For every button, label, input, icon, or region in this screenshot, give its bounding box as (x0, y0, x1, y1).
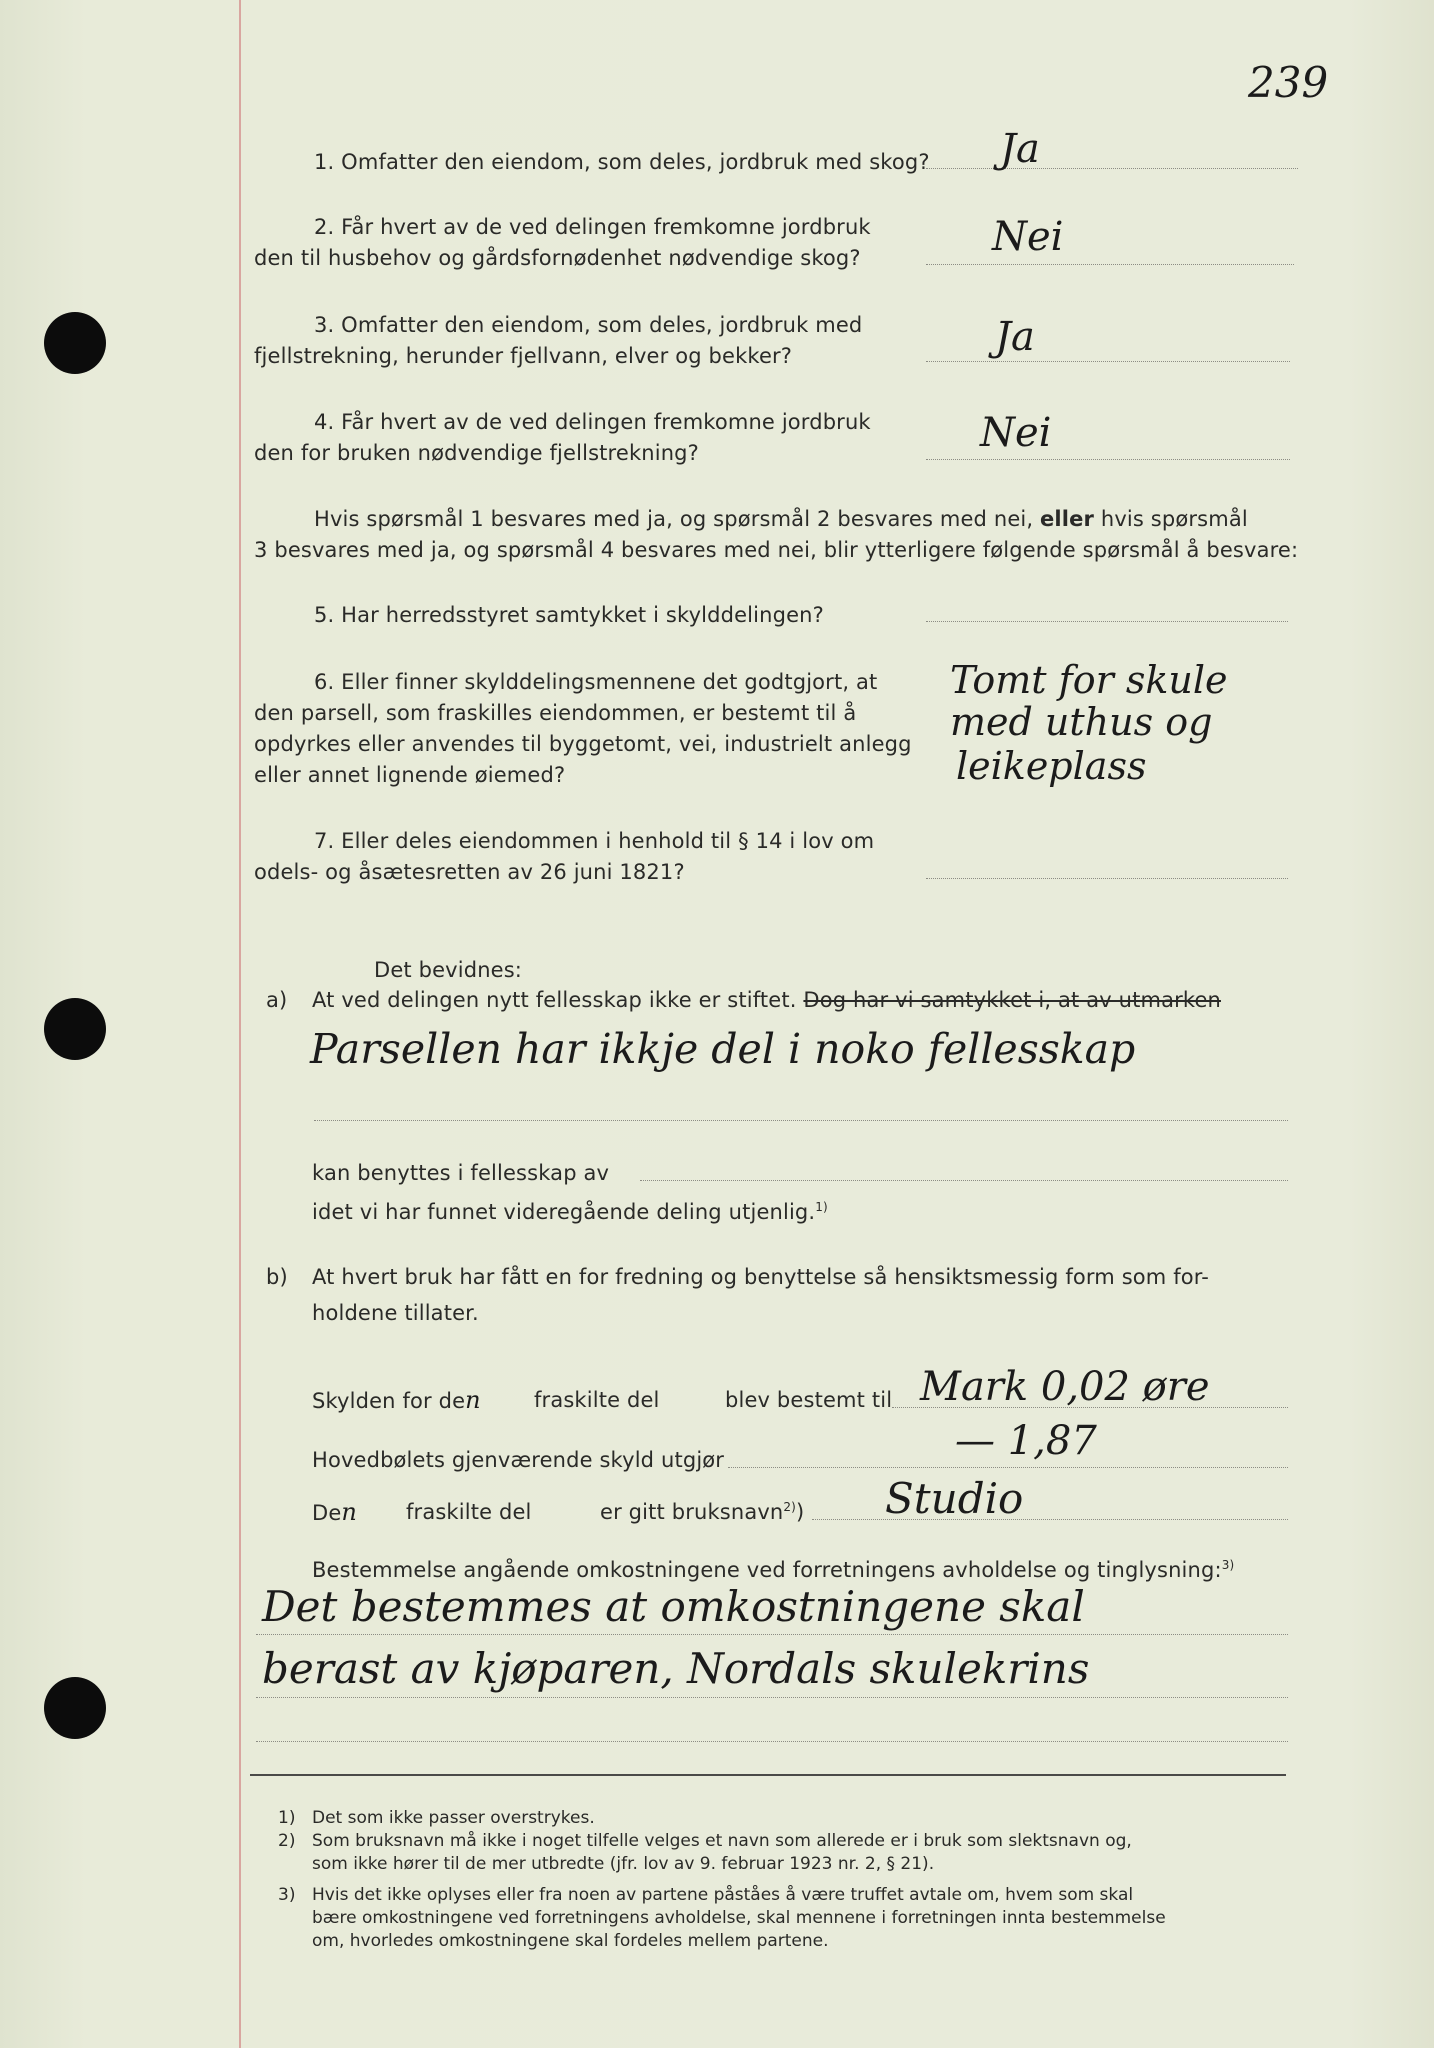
page-number: 239 (1248, 58, 1329, 107)
bestemmelse-handwritten-line2: berast av kjøparen, Nordals skulekrins (262, 1644, 1090, 1693)
bruksnavn-label-b: fraskilte del (406, 1500, 532, 1524)
answer-2: Nei (992, 214, 1064, 260)
question-2-line2: den til husbehov og gårdsfornødenhet nødvendige skog? (254, 246, 861, 270)
fill-line (640, 1180, 1288, 1181)
footnote-2-text: Som bruksnavn må ikke i noget tilfelle velges et navn som allerede er i bruk som slektsnavn og, (312, 1831, 1132, 1851)
question-6-line3: opdyrkes eller anvendes til byggetomt, vei, industrielt anlegg (254, 732, 912, 756)
answer-1: Ja (1000, 126, 1040, 172)
footnote-1-mark: 1) (278, 1808, 296, 1828)
margin-rule (239, 0, 241, 2048)
item-b-line1: At hvert bruk har fått en for fredning og benyttelse så hensiktsmessig form som for- (312, 1265, 1209, 1289)
footnote-separator (250, 1774, 1286, 1776)
conditional-bold: eller (1040, 507, 1095, 531)
footnote-3-text: bære omkostningene ved forretningens avholdelse, skal mennene i forretningen innta bestemmelse (312, 1908, 1166, 1928)
punch-hole (44, 1677, 106, 1739)
bruksnavn-label-c: er gitt bruksnavn$^{2)}$) (600, 1500, 805, 1524)
conditional-line2: 3 besvares med ja, og spørsmål 4 besvares med nei, blir ytterligere følgende spørsmål å besvare: (254, 538, 1299, 562)
bestemmelse-handwritten-line1: Det bestemmes at omkostningene skal (262, 1582, 1085, 1631)
answer-line (926, 621, 1288, 622)
answer-line (926, 878, 1288, 879)
footnote-ref: 1) (815, 1200, 828, 1214)
answer-line (926, 361, 1290, 362)
bruksnavn-text: De (312, 1501, 342, 1525)
punch-hole (44, 998, 106, 1060)
footnote-ref: 3) (1221, 1558, 1235, 1572)
answer-line (926, 264, 1294, 265)
question-1: 1. Omfatter den eiendom, som deles, jordbruk med skog? (314, 150, 930, 174)
question-3-line2: fjellstrekning, herunder fjellvann, elver og bekker? (254, 344, 793, 368)
bestemmelse-text: Bestemmelse angående omkostningene ved forretningens avholdelse og tinglysning: (312, 1558, 1222, 1582)
answer-6-line1: Tomt for skule (950, 658, 1228, 702)
skyld-value: Mark 0,02 øre (920, 1364, 1210, 1410)
item-a-handwritten: Parsellen har ikkje del i noko fellesskap (310, 1025, 1136, 1073)
footnote-3-mark: 3) (278, 1885, 296, 1905)
question-3-line1: 3. Omfatter den eiendom, som deles, jordbruk med (314, 313, 863, 337)
answer-3: Ja (995, 314, 1035, 360)
fill-line (812, 1519, 1288, 1520)
idet-text: idet vi har funnet videregående deling utjenlig. (312, 1200, 816, 1224)
punch-hole (44, 312, 106, 374)
skyld-label-c: blev bestemt til (725, 1388, 893, 1412)
fill-line (314, 1120, 1288, 1121)
answer-6-line2: med uthus og (950, 700, 1213, 744)
skyld-handwritten-suffix: n (465, 1386, 481, 1414)
answer-line (926, 459, 1290, 460)
skyld-label-a (312, 1385, 481, 1417)
footnote-ref: 2) (783, 1500, 797, 1514)
answer-4: Nei (980, 410, 1052, 456)
footnote-2-text: som ikke hører til de mer utbredte (jfr. lov av 9. februar 1923 nr. 2, § 21). (312, 1854, 935, 1874)
question-4-line1: 4. Får hvert av de ved delingen fremkomne jordbruk (314, 410, 871, 434)
item-a-label: a) (266, 988, 288, 1012)
bevidnes-heading: Det bevidnes: (374, 958, 523, 982)
footnote-2-mark: 2) (278, 1831, 296, 1851)
question-2-line1: 2. Får hvert av de ved delingen fremkomne jordbruk (314, 215, 871, 239)
footnote-3-text: om, hvorledes omkostningene skal fordeles mellem partene. (312, 1931, 829, 1951)
item-a-text: At ved delingen nytt fellesskap ikke er stiftet. (312, 988, 797, 1012)
item-a-line (312, 985, 1221, 1016)
conditional-text: hvis spørsmål (1094, 507, 1248, 531)
footnote-3-text: Hvis det ikke oplyses eller fra noen av partene påståes å være truffet avtale om, hvem som skal (312, 1885, 1134, 1905)
hovedbol-value: — 1,87 (955, 1418, 1097, 1464)
fellesskap-line: kan benyttes i fellesskap av (312, 1161, 610, 1185)
fill-line (728, 1467, 1288, 1468)
fill-line (256, 1697, 1288, 1698)
fill-line (256, 1634, 1288, 1635)
bruksnavn-label-a (312, 1497, 357, 1529)
fill-line (256, 1741, 1288, 1742)
item-b-label: b) (266, 1265, 288, 1289)
conditional-text: Hvis spørsmål 1 besvares med ja, og spørsmål 2 besvares med nei, (314, 507, 1041, 531)
question-5: 5. Har herredsstyret samtykket i skylddelingen? (314, 603, 824, 627)
item-a-struck-text: Dog har vi samtykket i, at av utmarken (803, 988, 1221, 1012)
bruksnavn-text: er gitt bruksnavn (600, 1500, 784, 1524)
question-6-line1: 6. Eller finner skylddelingsmennene det godtgjort, at (314, 670, 878, 694)
question-6-line2: den parsell, som fraskilles eiendommen, er bestemt til å (254, 701, 857, 725)
question-7-line2: odels- og åsætesretten av 26 juni 1821? (254, 860, 685, 884)
skyld-text: Skylden for de (312, 1389, 466, 1413)
conditional-line1 (314, 504, 1248, 535)
footnote-1-text: Det som ikke passer overstrykes. (312, 1808, 595, 1828)
question-7-line1: 7. Eller deles eiendommen i henhold til § 14 i lov om (314, 829, 875, 853)
question-4-line2: den for bruken nødvendige fjellstrekning? (254, 441, 699, 465)
bruksnavn-value: Studio (885, 1474, 1024, 1523)
skyld-label-b: fraskilte del (534, 1388, 660, 1412)
bruksnavn-handwritten-suffix: n (341, 1498, 357, 1526)
answer-line (926, 168, 1298, 169)
hovedbol-label: Hovedbølets gjenværende skyld utgjør (312, 1448, 725, 1472)
question-6-line4: eller annet lignende øiemed? (254, 763, 566, 787)
answer-6-line3: leikeplass (956, 744, 1147, 788)
item-b-line2: holdene tillater. (312, 1301, 479, 1325)
idet-line (312, 1197, 828, 1228)
